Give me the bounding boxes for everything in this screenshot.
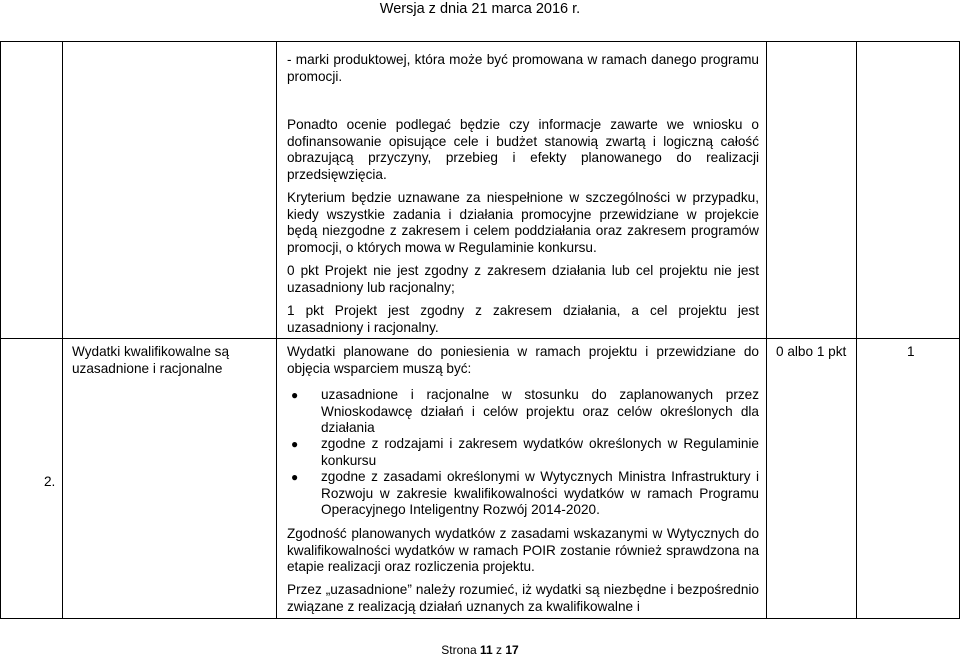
scoring-method: 0 albo 1 pkt bbox=[776, 344, 847, 359]
page-number: 11 bbox=[479, 643, 493, 657]
table-top-border bbox=[0, 41, 960, 42]
criterion-description-paragraph: Zgodność planowanych wydatków z zasadami wskazanymi w Wytycznych do kwalifikowalności wydatków w ramach POIR zostanie również sprawdzona na etapie realizacji oraz rozliczenia projektu. bbox=[287, 526, 759, 574]
table-bottom-border bbox=[0, 618, 960, 619]
criterion-weight: 1 bbox=[907, 344, 915, 359]
previous-criterion-paragraph: Kryterium będzie uznawane za niespełnione w szczególności w przypadku, kiedy wszystkie zadania i działania promocyjne przewidziane w projekcie będą niezgodne z zakresem i celem poddziałania oraz zakresem programów promocji, o których mowa w Regulaminie konkursu. bbox=[287, 190, 759, 255]
table-left-border bbox=[0, 41, 1, 619]
row-divider bbox=[0, 338, 960, 339]
scoring-rule-0pkt: 0 pkt Projekt nie jest zgodny z zakresem działania lub cel projektu nie jest uzasadniony lub racjonalny; bbox=[287, 263, 759, 295]
column-divider bbox=[276, 41, 277, 619]
document-version-header: Wersja z dnia 21 marca 2016 r. bbox=[379, 1, 581, 17]
criterion-name: Wydatki kwalifikowalne są uzasadnione i racjonalne bbox=[72, 344, 230, 376]
bullet-icon: ● bbox=[291, 437, 299, 451]
scoring-rule-1pkt: 1 pkt Projekt jest zgodny z zakresem działania, a cel projektu jest uzasadniony i racjonalny. bbox=[287, 303, 759, 335]
criterion-description-paragraph: Przez „uzasadnione” należy rozumieć, iż wydatki są niezbędne i bezpośrednio związane z realizacją działań uznanych za kwalifikowalne i bbox=[287, 582, 759, 614]
previous-criterion-paragraph: Ponadto ocenie podlegać będzie czy informacje zawarte we wniosku o dofinansowanie opisujące cele i budżet stanowią zwartą i logiczną całość obrazującą przyczyny, przebieg i efekty planowanego do realizacji przedsięwzięcia. bbox=[287, 117, 759, 182]
previous-criterion-paragraph: - marki produktowej, która może być promowana w ramach danego programu promocji. bbox=[287, 52, 759, 84]
page-total: 17 bbox=[505, 643, 519, 657]
bullet-icon: ● bbox=[291, 388, 299, 402]
column-divider bbox=[766, 41, 767, 619]
bullet-icon: ● bbox=[291, 470, 299, 484]
criterion-description-intro: Wydatki planowane do poniesienia w ramach projektu i przewidziane do objęcia wsparciem muszą być: bbox=[287, 344, 759, 376]
column-divider bbox=[856, 41, 857, 619]
column-divider bbox=[62, 41, 63, 619]
criterion-number: 2. bbox=[44, 474, 56, 489]
page-footer: Strona 11 z 17 bbox=[441, 643, 519, 657]
